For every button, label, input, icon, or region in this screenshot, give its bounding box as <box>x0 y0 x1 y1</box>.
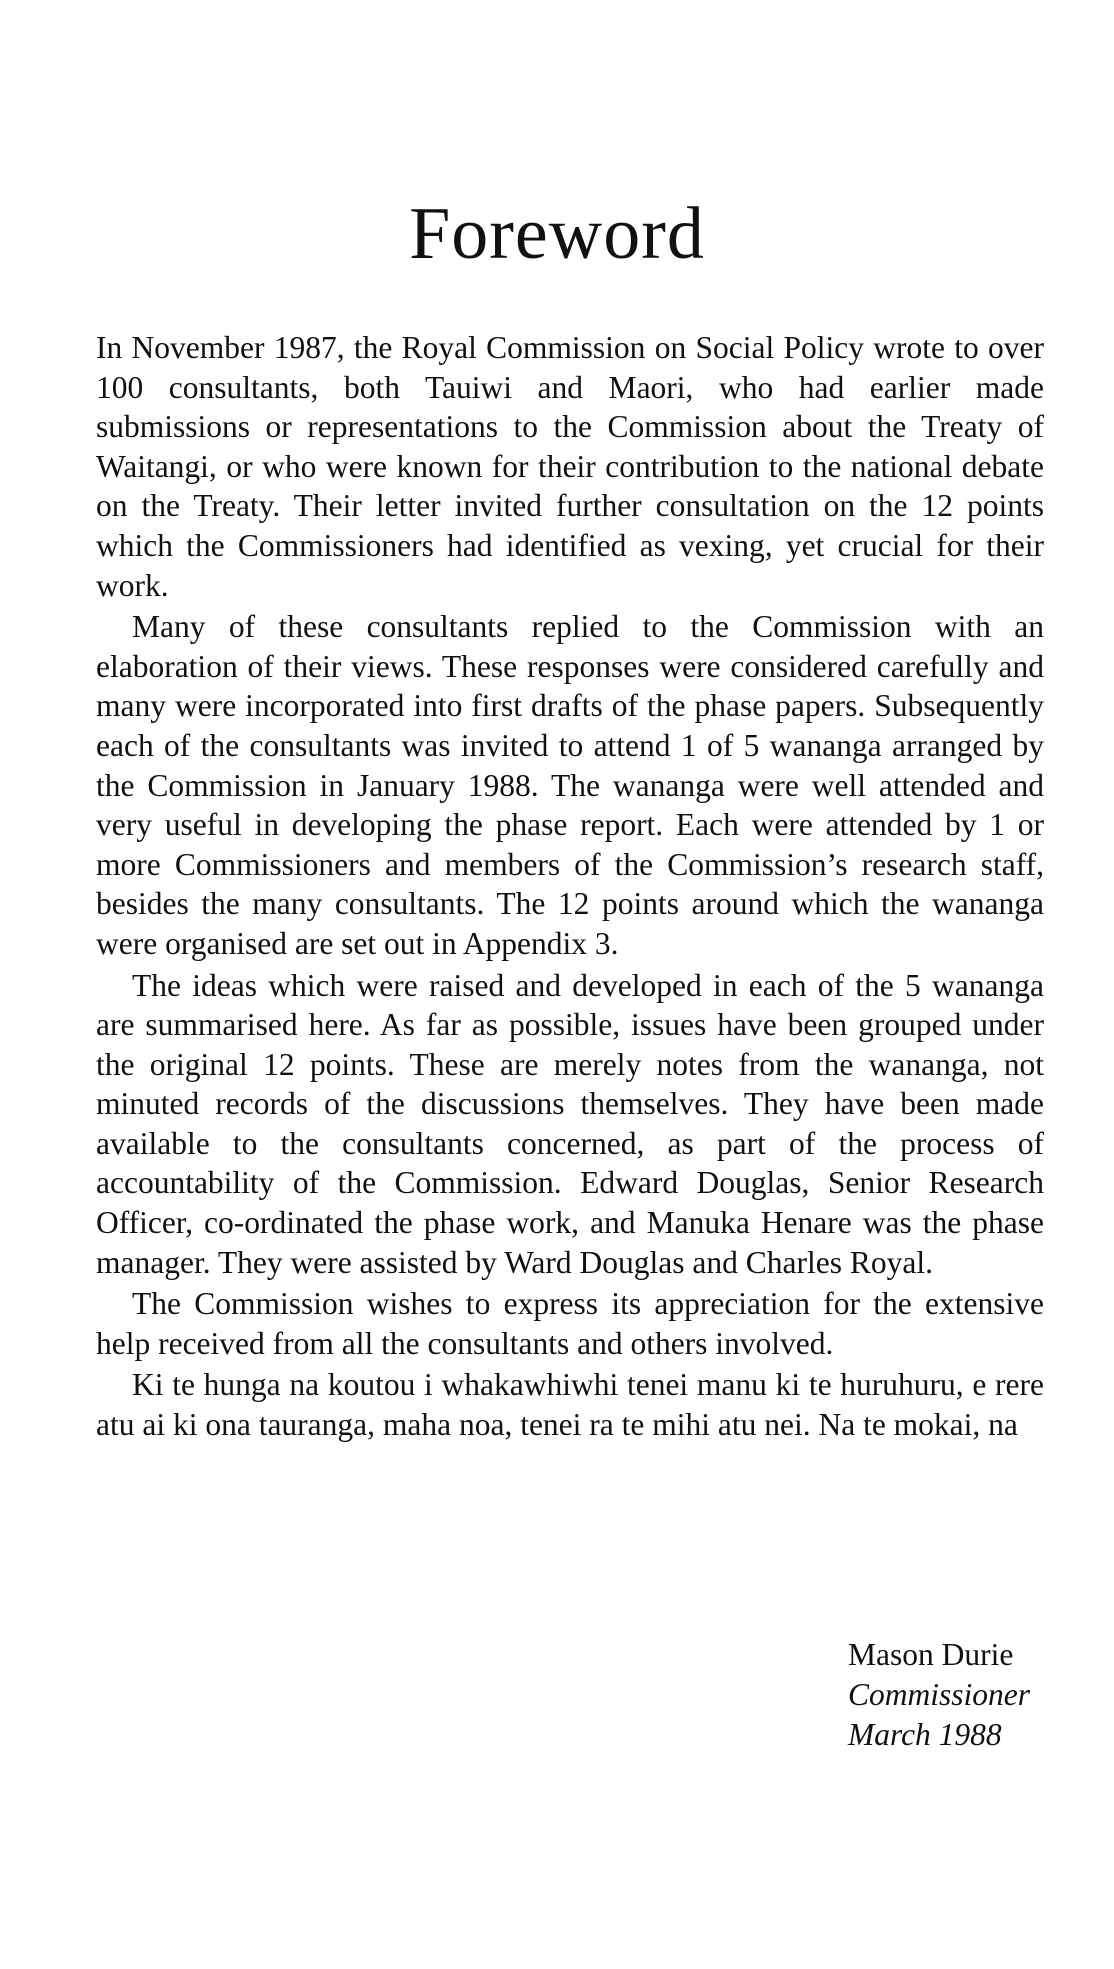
paragraph-1: In November 1987, the Royal Commission on Social Policy wrote to over 100 consultants, both Tauiwi and Maori, who had earlier made submissions or representations to the Commission about the Treaty of Waitangi, or who were known for their contribution to the national debate on the Treaty. Their letter invited further consultation on the 12 points which the Commissioners had identified as vexing, yet crucial for their work. <box>96 330 1044 603</box>
signature-block <box>848 1635 1030 1755</box>
signature-role: Commissioner <box>848 1677 1031 1712</box>
paragraph-5: Ki te hunga na koutou i whakawhiwhi tenei manu ki te huruhuru, e rere atu ai ki ona tauranga, maha noa, tenei ra te mihi atu nei. Na te mokai, na <box>96 1367 1044 1443</box>
paragraph-4: The Commission wishes to express its appreciation for the extensive help received from all the consultants and others involved. <box>96 1286 1044 1361</box>
signature-date: March 1988 <box>848 1717 1002 1752</box>
paragraph-2: Many of these consultants replied to the Commission with an elaboration of their views. These responses were considered carefully and many were incorporated into first drafts of the phase papers. Subsequently each of the consultants was invited to attend 1 of 5 wananga arranged by the Commission in January 1988. The wananga were well attended and very useful in developing the phase report. Each were attended by 1 or more Commissioners and members of the Commission’s research staff, besides the many consultants. The 12 points around which the wananga were organised are set out in Appendix 3. <box>96 609 1044 961</box>
page-title: Foreword <box>409 193 705 275</box>
foreword-body <box>96 328 1044 1447</box>
signature-name: Mason Durie <box>848 1637 1014 1672</box>
paragraph-3: The ideas which were raised and developed in each of the 5 wananga are summarised here. As far as possible, issues have been grouped under the original 12 points. These are merely notes from the wananga, not minuted records of the discussions themselves. They have been made available to the consultants concerned, as part of the process of accountability of the Commission. Edward Douglas, Senior Research Officer, co-ordinated the phase work, and Manuka Henare was the phase manager. They were assisted by Ward Douglas and Charles Royal. <box>96 967 1044 1280</box>
